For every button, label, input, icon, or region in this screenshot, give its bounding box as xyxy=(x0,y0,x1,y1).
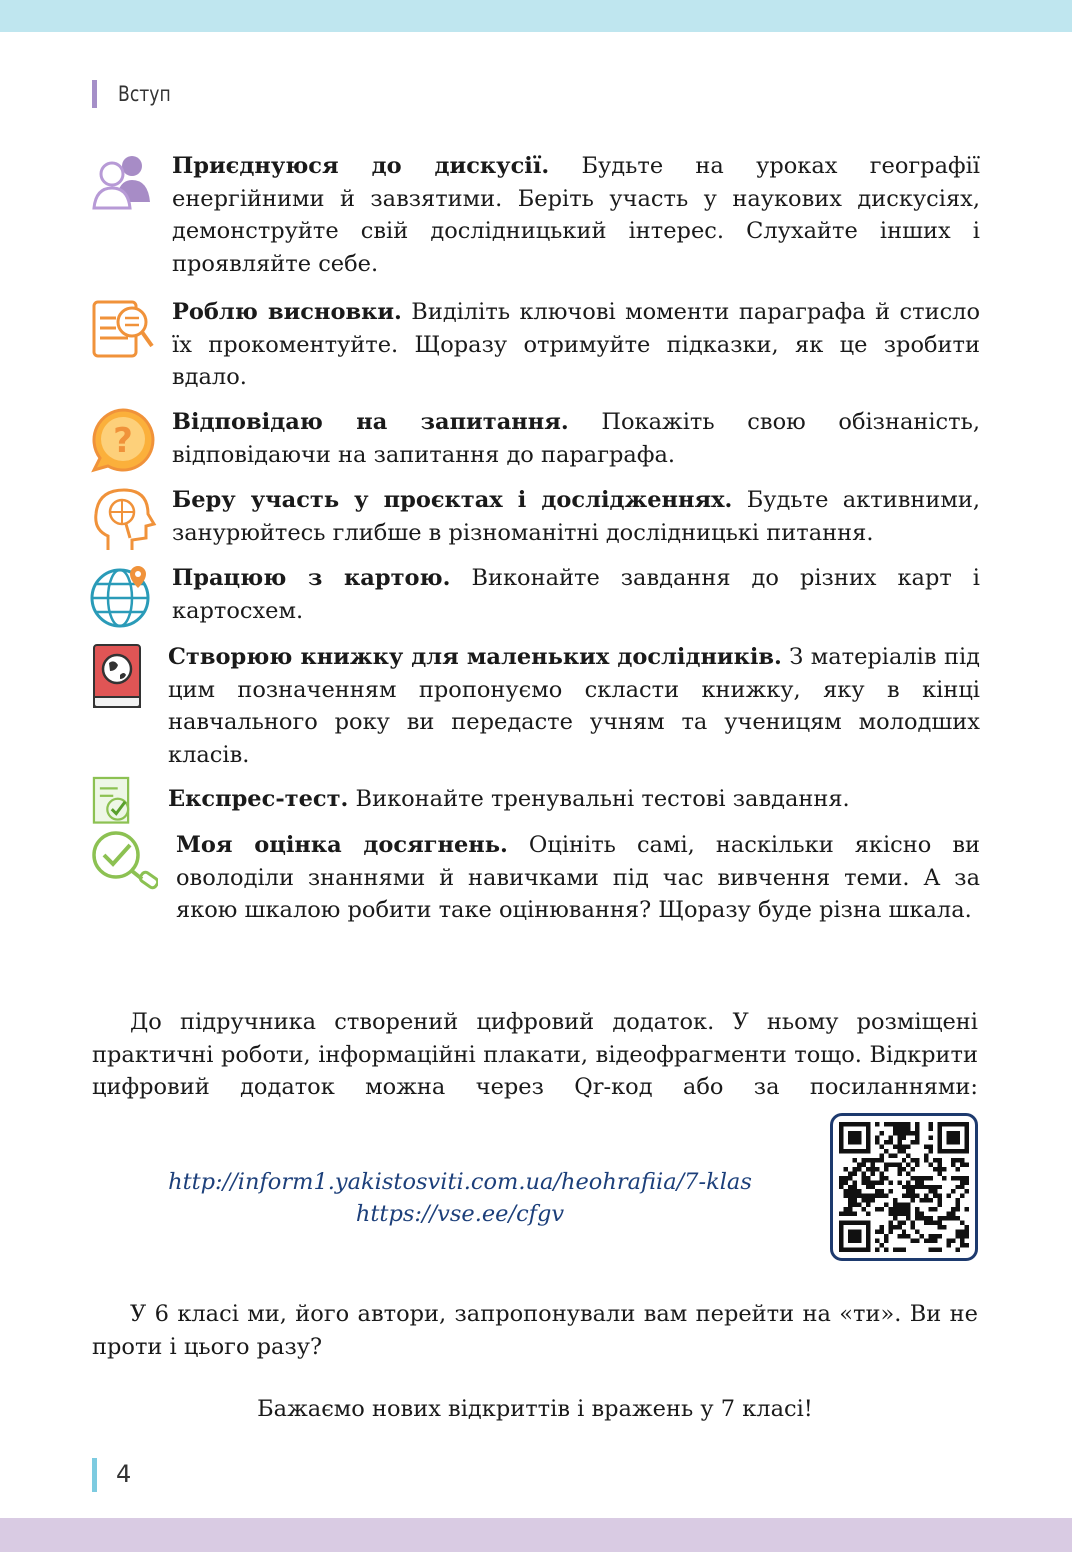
item-text: Будьте на уроках географії енергійними й завзятими. Беріть участь у наукових дискусіях, демонструйте свій дослідницький інтерес. Слухайте інших і проявляйте себе. xyxy=(172,153,980,277)
discussion-people-icon xyxy=(88,150,158,220)
legend-item-questions xyxy=(88,406,980,476)
section-title: Вступ xyxy=(118,82,171,106)
item-title: Працюю з картою. xyxy=(172,565,451,591)
link-inform1[interactable]: http://inform1.yakistosviti.com.ua/heohrafiia/7-klas xyxy=(168,1169,752,1195)
legend-item-self-assessment xyxy=(88,829,980,959)
legend-item-book xyxy=(88,641,980,769)
conclusions-document-icon xyxy=(88,296,158,366)
legend-item-projects xyxy=(88,484,980,554)
item-title: Відповідаю на запитання. xyxy=(172,409,569,435)
item-title: Створюю книжку для маленьких дослідників. xyxy=(168,644,782,670)
legend-item-conclusions xyxy=(88,296,980,396)
item-text: Оцініть самі, наскільки якісно ви оволоділи знаннями й навичками під час вивчення теми. А за якою шкалою робити таке оцінювання? Щоразу буде різна шкала. xyxy=(176,832,981,923)
qr-code-icon xyxy=(839,1122,969,1252)
item-text: Виконайте тренувальні тестові завдання. xyxy=(355,786,850,812)
svg-text:?: ? xyxy=(113,421,133,461)
section-marker xyxy=(92,80,97,108)
legend-item-discussion xyxy=(88,150,980,280)
closing-line: Бажаємо нових відкриттів і вражень у 7 класі! xyxy=(257,1396,813,1422)
item-title: Беру участь у проєктах і дослідженнях. xyxy=(172,487,733,513)
item-title: Роблю висновки. xyxy=(172,299,402,325)
top-color-band xyxy=(0,0,1072,32)
legend-item-map xyxy=(88,562,980,632)
item-text: Виконайте завдання до різних карт і картосхем. xyxy=(172,565,981,624)
item-text: З матеріалів під цим позначенням пропонуємо скласти книжку, яку в кінці навчального року ви передасте учням та ученицям молодших класів. xyxy=(168,644,980,768)
book-globe-icon xyxy=(88,641,158,711)
links-block xyxy=(120,1166,800,1230)
research-head-icon xyxy=(88,484,158,554)
note-paragraph: У 6 класі ми, його автори, запропонували вам перейти на «ти». Ви не проти і цього разу? xyxy=(92,1301,978,1360)
item-title: Експрес-тест. xyxy=(168,786,349,812)
item-title: Приєднуюся до дискусії. xyxy=(172,153,550,179)
legend-item-express-test xyxy=(88,783,980,823)
item-text: Покажіть свою обізнаність, відповідаючи на запитання до параграфа. xyxy=(172,409,981,468)
question-bubble-icon xyxy=(88,406,158,476)
self-assessment-icon xyxy=(88,829,158,899)
checklist-icon xyxy=(88,775,140,827)
item-text: Виділіть ключові моменти параграфа й стисло їх прокоментуйте. Щоразу отримуйте підказки, як це зробити вдало. xyxy=(172,299,981,390)
item-title: Моя оцінка досягнень. xyxy=(176,832,508,858)
digital-appendix-paragraph: До підручника створений цифровий додаток. У ньому розміщені практичні роботи, інформаційні плакати, відеофрагменти тощо. Відкрити цифровий додаток можна через Qr-код або за посиланнями: xyxy=(92,1009,978,1100)
page-number: 4 xyxy=(116,1460,132,1488)
bottom-color-band xyxy=(0,1518,1072,1552)
link-vse[interactable]: https://vse.ee/cfgv xyxy=(355,1201,565,1227)
item-text: Будьте активними, занурюйтесь глибше в різноманітні дослідницькі питання. xyxy=(172,487,981,546)
globe-map-icon xyxy=(88,562,158,632)
qr-code-frame[interactable] xyxy=(830,1113,978,1261)
page-marker xyxy=(92,1458,97,1492)
